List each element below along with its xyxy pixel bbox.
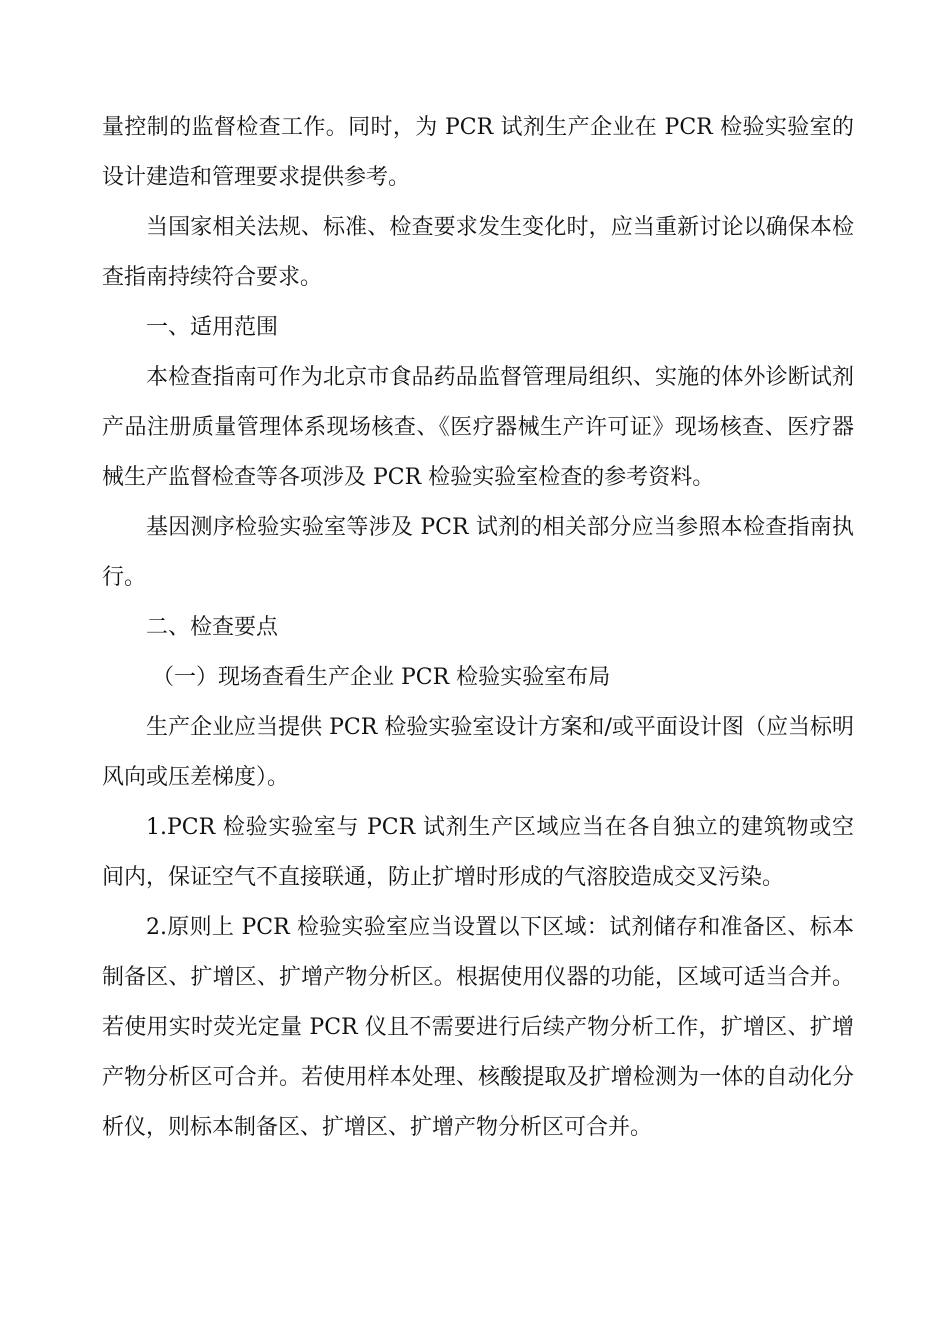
- paragraph-intro-continuation: 量控制的监督检查工作。同时，为 PCR 试剂生产企业在 PCR 检验实验室的设计建造和管理要求提供参考。: [102, 115, 854, 190]
- document-body: [102, 103, 854, 1153]
- paragraph-gene-sequencing: 基因测序检验实验室等涉及 PCR 试剂的相关部分应当参照本检查指南执行。: [102, 515, 854, 590]
- paragraph-regulation-change: 当国家相关法规、标准、检查要求发生变化时，应当重新讨论以确保本检查指南持续符合要求。: [102, 215, 854, 290]
- paragraph-item-1: 1.PCR 检验实验室与 PCR 试剂生产区域应当在各自独立的建筑物或空间内，保证空气不直接联通，防止扩增时形成的气溶胶造成交叉污染。: [102, 815, 854, 890]
- paragraph-item-2: 2.原则上 PCR 检验实验室应当设置以下区域：试剂储存和准备区、标本制备区、扩增区、扩增产物分析区。根据使用仪器的功能，区域可适当合并。若使用实时荧光定量 PCR 仪且不需要进行后续产物分析工作，扩增区、扩增产物分析区可合并。若使用样本处理、核酸提取及扩增检测为一体的自动化分析仪，则标本制备区、扩增区、扩增产物分析区可合并。: [102, 915, 854, 1140]
- section-heading-key-points: 二、检查要点: [146, 615, 279, 640]
- subsection-heading-layout: （一）现场查看生产企业 PCR 检验实验室布局: [152, 665, 611, 690]
- paragraph-scope-description: 本检查指南可作为北京市食品药品监督管理局组织、实施的体外诊断试剂产品注册质量管理体系现场核查、《医疗器械生产许可证》现场核查、医疗器械生产监督检查等各项涉及 PCR 检验实验室检查的参考资料。: [102, 365, 854, 490]
- section-heading-scope: 一、适用范围: [146, 315, 279, 340]
- paragraph-design-plan: 生产企业应当提供 PCR 检验实验室设计方案和/或平面设计图（应当标明风向或压差梯度）。: [102, 715, 854, 790]
